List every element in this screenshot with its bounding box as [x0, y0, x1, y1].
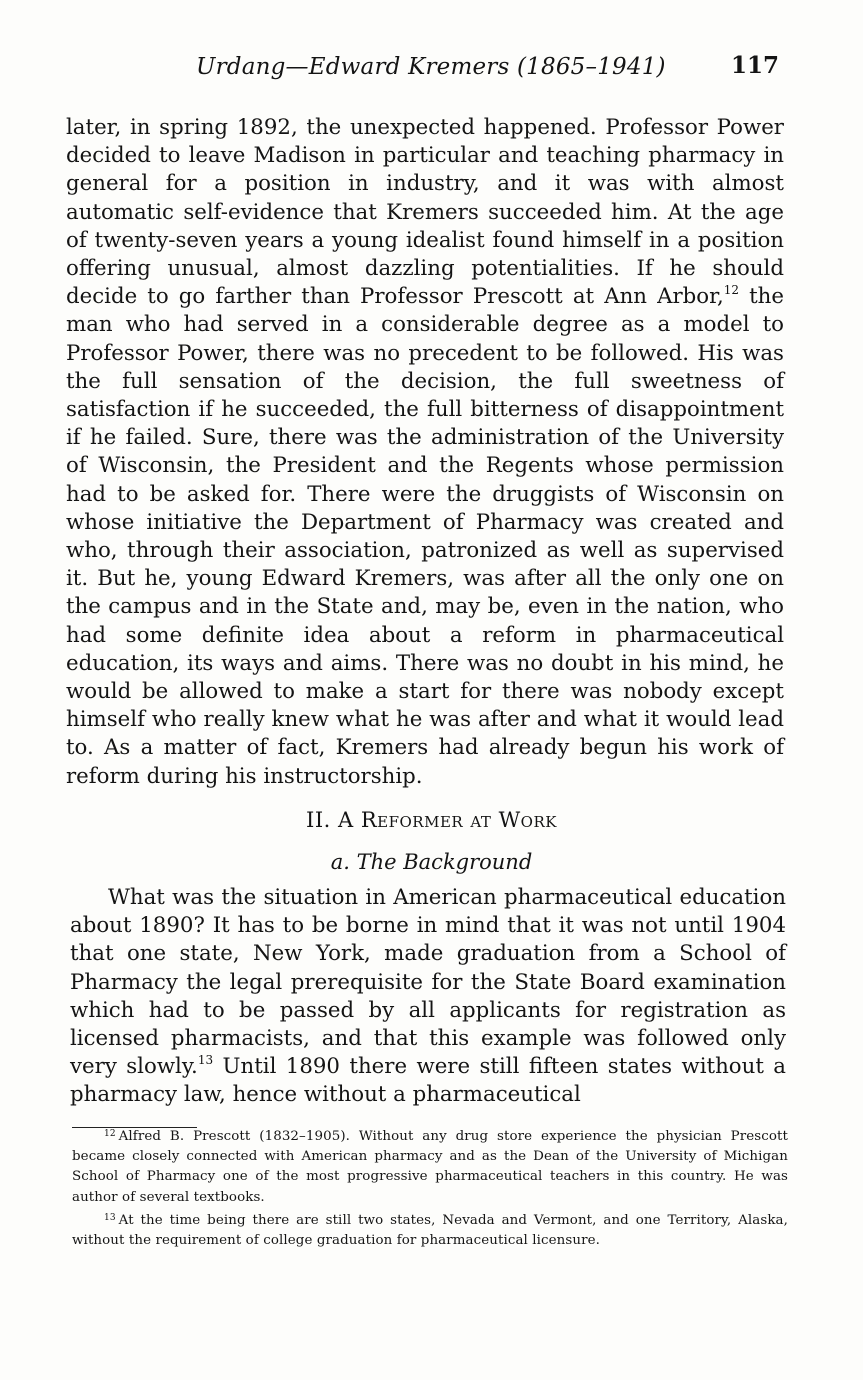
paragraph: [66, 114, 784, 791]
footnotes: [72, 1124, 788, 1251]
footnote-12: [72, 1124, 788, 1208]
footnote-mark: 12: [104, 1129, 116, 1139]
footnote-13: [72, 1208, 788, 1251]
footnote-text: At the time being there are still two states, Nevada and Vermont, and one Territory, Alaska, without the requirement of college graduation for pharmaceutical licensure.: [72, 1212, 788, 1249]
footnote-text: Alfred B. Prescott (1832–1905). Without any drug store experience the physician Prescott became closely connected with American pharmacy and as the Dean of the University of Michigan School of Pharmacy one of the most progressive pharmaceutical teachers in this country. He was author of several textbooks.: [72, 1129, 788, 1205]
section-numeral: II.: [306, 808, 331, 832]
page-number: 117: [730, 52, 779, 79]
subsection-heading: a. The Background: [330, 850, 533, 874]
body-paragraph-1: [66, 114, 784, 791]
paragraph-text: What was the situation in American pharmaceutical education about 1890? It has to be borne in mind that it was not until 1904 that one state, New York, made graduation from a School of Pharmacy the legal prerequisite for the State Board examination which had to be passed by all applicants for registration as licensed pharmacists, and that this example was followed only very slowly.: [70, 885, 786, 1080]
body-paragraph-2: [70, 884, 786, 1110]
paragraph: [70, 884, 786, 1110]
footnote-ref-12[interactable]: 12: [723, 283, 740, 298]
paragraph-text: Until 1890 there were still fifteen states without a pharmacy law, hence without a pharmaceutical: [70, 1054, 786, 1108]
section-heading: [0, 808, 863, 832]
running-head-title: Urdang—Edward Kremers (1865–1941): [196, 54, 666, 80]
paragraph-text: later, in spring 1892, the unexpected happened. Professor Power decided to leave Madison in particular and teaching pharmacy in general for a position in industry, and it was with almost automatic self-evidence that Kremers succeeded him. At the age of twenty-seven years a young idealist found himself in a position offering unusual, almost dazzling potentialities. If he should decide to go farther than Professor Prescott at Ann Arbor,: [66, 115, 784, 310]
paragraph-text: the man who had served in a considerable degree as a model to Professor Power, there was no precedent to be followed. His was the full sensation of the decision, the full sweetness of satisfaction if he succeeded, the full bitterness of disappointment if he failed. Sure, there was the administration of the University of Wisconsin, the President and the Regents whose permission had to be asked for. There were the druggists of Wisconsin on whose initiative the Department of Pharmacy was created and who, through their association, patronized as well as supervised it. But he, young Edward Kremers, was after all the only one on the campus and in the State and, may be, even in the nation, who had some definite idea about a reform in pharmaceutical education, its ways and aims. There was no doubt in his mind, he would be allowed to make a start for there was nobody except himself who really knew what he was after and what it would lead to. As a matter of fact, Kremers had already begun his work of reform during his instructorship.: [66, 284, 784, 789]
running-head: [66, 54, 779, 90]
footnote-mark: 13: [104, 1212, 116, 1223]
footnote-ref-13[interactable]: 13: [197, 1053, 214, 1068]
section-title: A Reformer at Work: [338, 808, 557, 832]
